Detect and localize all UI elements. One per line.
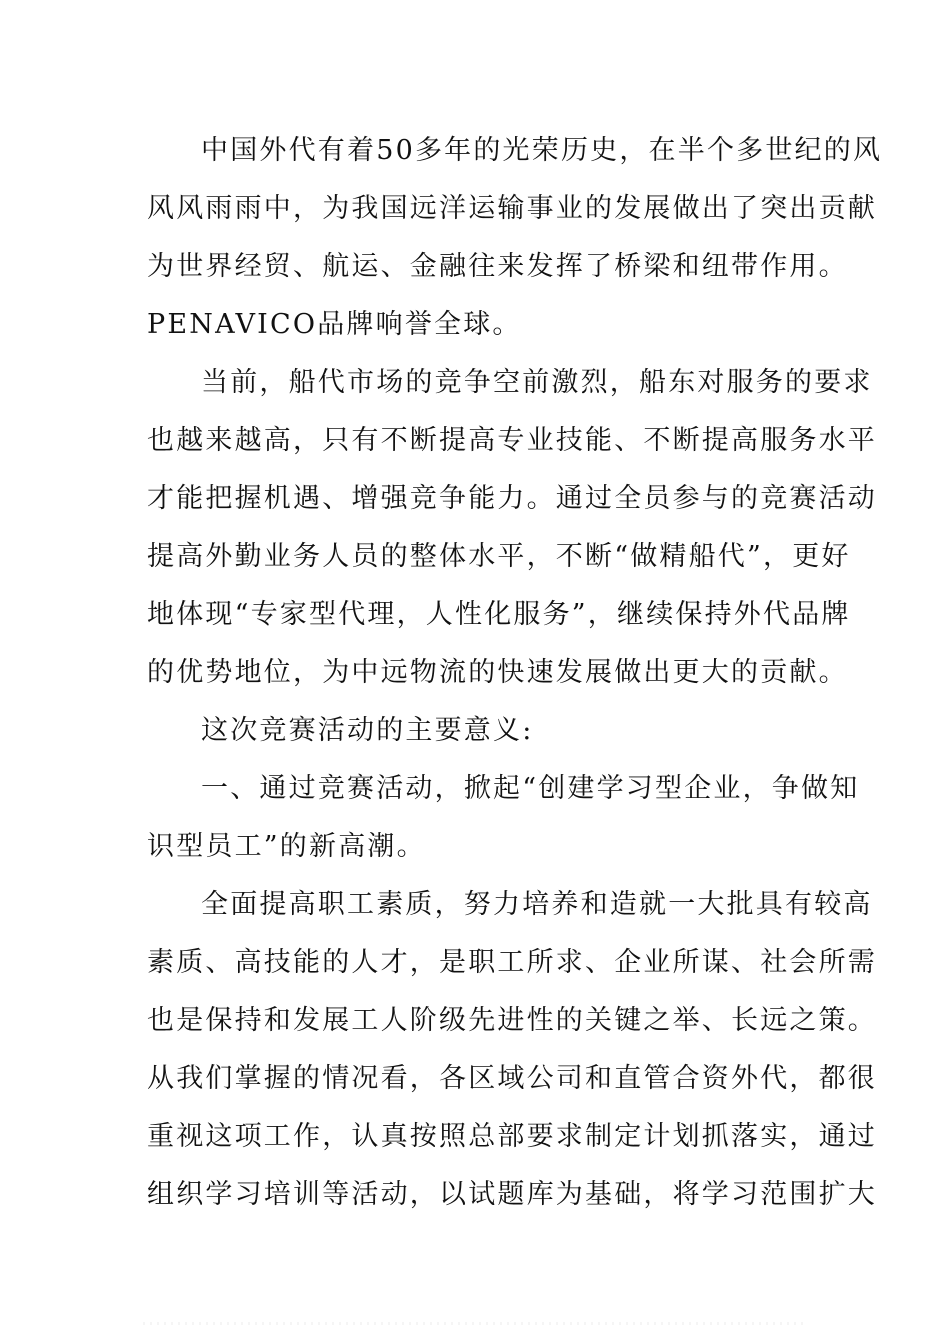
- text-line: 才能把握机遇、增强竞争能力。通过全员参与的竞赛活动: [147, 483, 877, 514]
- text-line: 全面提高职工素质，努力培养和造就一大批具有较高: [201, 889, 873, 920]
- section-heading: 这次竞赛活动的主要意义:: [201, 715, 534, 746]
- text-line: 也是保持和发展工人阶级先进性的关键之举、长远之策。: [147, 1005, 877, 1036]
- text-line: 一、通过竞赛活动，掀起“创建学习型企业，争做知: [201, 773, 860, 804]
- text-line: 组织学习培训等活动，以试题库为基础，将学习范围扩大: [147, 1179, 877, 1210]
- text-line: 风风雨雨中，为我国远洋运输事业的发展做出了突出贡献: [147, 193, 877, 224]
- page-footer-divider: [143, 1322, 803, 1325]
- text-line: 为世界经贸、航运、金融往来发挥了桥梁和纽带作用。: [147, 251, 848, 282]
- text-line: 识型员工”的新高潮。: [147, 831, 426, 862]
- text-line: 中国外代有着50多年的光荣历史，在半个多世纪的风: [201, 135, 883, 166]
- text-line: 素质、高技能的人才，是职工所求、企业所谋、社会所需: [147, 947, 877, 978]
- text-line: 地体现“专家型代理，人性化服务”，继续保持外代品牌: [147, 599, 851, 630]
- document-body: [147, 122, 883, 1224]
- text-line: 从我们掌握的情况看，各区域公司和直管合资外代，都很: [147, 1063, 877, 1094]
- text-line: 的优势地位，为中远物流的快速发展做出更大的贡献。: [147, 657, 848, 688]
- text-line: 当前，船代市场的竞争空前激烈，船东对服务的要求: [201, 367, 873, 398]
- text-line: 提高外勤业务人员的整体水平，不断“做精船代”，更好: [147, 541, 851, 572]
- text-line: PENAVICO品牌响誉全球。: [147, 309, 522, 340]
- text-line: 重视这项工作，认真按照总部要求制定计划抓落实，通过: [147, 1121, 877, 1152]
- text-line: 也越来越高，只有不断提高专业技能、不断提高服务水平: [147, 425, 877, 456]
